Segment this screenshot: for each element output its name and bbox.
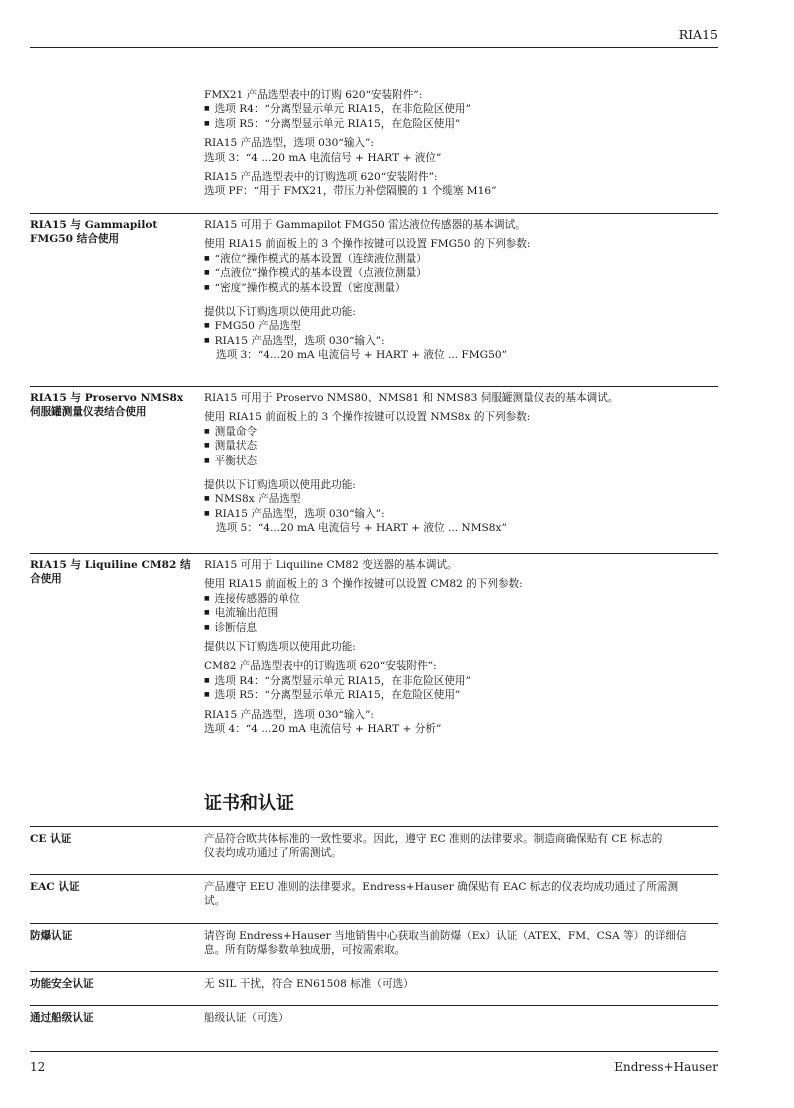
text-line: 息。所有防爆参数单独成册，可按需索取。 bbox=[204, 944, 406, 957]
content-block bbox=[204, 410, 720, 468]
intro-block-ria15-input bbox=[204, 136, 720, 165]
text-line: 选项 4：“4 ...20 mA 电流信号 + HART + 分析” bbox=[204, 723, 442, 736]
brand-name: Endress+Hauser bbox=[614, 1060, 718, 1074]
text-line: 提供以下订购选项以使用此功能: bbox=[204, 641, 356, 654]
content-block bbox=[204, 237, 720, 295]
content-block bbox=[204, 218, 720, 232]
bullet-item: ■ “点液位”操作模式的基本设置（点液位测量） bbox=[204, 266, 720, 280]
cert-content-eac bbox=[204, 880, 720, 909]
cert-content-marine bbox=[204, 1011, 720, 1025]
row-label-fmg50: RIA15 与 Gammapilot FMG50 结合使用 bbox=[30, 219, 158, 246]
row-label-cm82: RIA15 与 Liquiline CM82 结合使用 bbox=[30, 559, 191, 586]
intro-block-ria15-accessory bbox=[204, 170, 720, 199]
text-line: RIA15 产品选型，选项 030“输入”: bbox=[204, 708, 374, 721]
bullet-item: ■ 电流输出范围 bbox=[204, 606, 720, 620]
intro-block-fmx21 bbox=[204, 88, 720, 131]
text-line: RIA15 可用于 Gammapilot FMG50 雷达液位传感器的基本调试。 bbox=[204, 219, 526, 231]
cert-content-ce bbox=[204, 832, 720, 861]
text-line: 请咨询 Endress+Hauser 当地销售中心获取当前防爆（Ex）认证（ATEX、FM、CSA 等）的详细信 bbox=[204, 930, 687, 942]
cert-label-eac: EAC 认证 bbox=[30, 881, 80, 893]
bullet-item: ■ 平衡状态 bbox=[204, 454, 720, 468]
page-header bbox=[30, 24, 718, 48]
cert-label-ex: 防爆认证 bbox=[30, 930, 73, 942]
row-divider bbox=[30, 1005, 718, 1006]
bullet-item: ■ 测量状态 bbox=[204, 439, 720, 453]
bullet-item: ■ 选项 R4：“分离型显示单元 RIA15，在非危险区使用” bbox=[204, 102, 720, 116]
section-title-certificates: 证书和认证 bbox=[204, 793, 294, 814]
bullet-item: ■ NMS8x 产品选型 bbox=[204, 492, 720, 506]
cert-label-marine: 通过船级认证 bbox=[30, 1012, 94, 1024]
bullet-item: ■ RIA15 产品选型，选项 030“输入”: bbox=[204, 334, 720, 348]
row-divider bbox=[30, 923, 718, 924]
content-block bbox=[204, 305, 720, 363]
bullet-item: ■ “液位”操作模式的基本设置（连续液位测量） bbox=[204, 252, 720, 266]
row-label-nms8x: RIA15 与 Proservo NMS8x 伺服罐测量仪表结合使用 bbox=[30, 392, 184, 419]
section-divider bbox=[30, 386, 718, 387]
cert-content-ex bbox=[204, 929, 720, 958]
text-line: 船级认证（可选） bbox=[204, 1012, 289, 1024]
text-line: RIA15 产品选型，选项 030“输入”: bbox=[204, 137, 374, 150]
row-content-fmg50 bbox=[204, 218, 720, 368]
text-line: 提供以下订购选项以使用此功能: bbox=[204, 306, 356, 319]
row-content-cm82 bbox=[204, 558, 720, 741]
footer-divider bbox=[30, 1051, 718, 1052]
text-line: CM82 产品选型表中的订购选项 620“安装附件”: bbox=[204, 660, 437, 673]
section-divider bbox=[30, 213, 718, 214]
row-content-nms8x bbox=[204, 391, 720, 541]
text-line: 选项 3：“4 ...20 mA 电流信号 + HART + 液位” bbox=[204, 151, 442, 164]
sub-item: 选项 3：“4...20 mA 电流信号 + HART + 液位 ... FMG50” bbox=[216, 349, 507, 362]
content-block bbox=[204, 558, 720, 572]
content-block bbox=[204, 640, 720, 654]
content-block bbox=[204, 577, 720, 635]
text-line: 使用 RIA15 前面板上的 3 个操作按键可以设置 CM82 的下列参数: bbox=[204, 578, 523, 591]
bullet-item: ■ “密度”操作模式的基本设置（密度测量） bbox=[204, 281, 720, 295]
content-block bbox=[204, 659, 720, 702]
bullet-item: ■ FMG50 产品选型 bbox=[204, 319, 720, 333]
bullet-item: ■ 诊断信息 bbox=[204, 621, 720, 635]
cert-label-ce: CE 认证 bbox=[30, 833, 72, 845]
text-line: 仪表均成功通过了所需测试。 bbox=[204, 847, 342, 860]
sub-item: 选项 5：“4...20 mA 电流信号 + HART + 液位 ... NMS8x” bbox=[216, 522, 507, 535]
page-number: 12 bbox=[30, 1060, 46, 1074]
text-line: FMX21 产品选型表中的订购 620“安装附件”: bbox=[204, 89, 423, 101]
text-line: 使用 RIA15 前面板上的 3 个操作按键可以设置 FMG50 的下列参数: bbox=[204, 238, 531, 251]
text-line: 试。 bbox=[204, 895, 226, 908]
row-divider bbox=[30, 826, 718, 827]
text-line: 使用 RIA15 前面板上的 3 个操作按键可以设置 NMS8x 的下列参数: bbox=[204, 411, 531, 424]
cert-content-sil bbox=[204, 977, 720, 991]
bullet-item: ■ 选项 R5：“分离型显示单元 RIA15，在危险区使用” bbox=[204, 688, 720, 702]
text-line: 选项 PF：“用于 FMX21，带压力补偿隔膜的 1 个缆塞 M16” bbox=[204, 185, 497, 198]
content-block bbox=[204, 391, 720, 405]
text-line: 提供以下订购选项以使用此功能: bbox=[204, 479, 356, 492]
intro-text bbox=[204, 88, 720, 204]
row-divider bbox=[30, 971, 718, 972]
bullet-item: ■ RIA15 产品选型，选项 030“输入”: bbox=[204, 507, 720, 521]
section-divider bbox=[30, 553, 718, 554]
text-line: RIA15 可用于 Proservo NMS80、NMS81 和 NMS83 伺服罐测量仪表的基本调试。 bbox=[204, 392, 619, 404]
cert-label-sil: 功能安全认证 bbox=[30, 978, 94, 990]
text-line: 无 SIL 干扰，符合 EN61508 标准（可选） bbox=[204, 978, 414, 990]
bullet-item: ■ 测量命令 bbox=[204, 425, 720, 439]
text-line: RIA15 可用于 Liquiline CM82 变送器的基本调试。 bbox=[204, 559, 458, 571]
bullet-item: ■ 选项 R4：“分离型显示单元 RIA15，在非危险区使用” bbox=[204, 674, 720, 688]
bullet-item: ■ 连接传感器的单位 bbox=[204, 592, 720, 606]
content-block bbox=[204, 478, 720, 536]
text-line: RIA15 产品选型表中的订购选项 620“安装附件”: bbox=[204, 171, 438, 184]
bullet-item: ■ 选项 R5：“分离型显示单元 RIA15，在危险区使用” bbox=[204, 117, 720, 131]
content-block bbox=[204, 708, 720, 737]
header-title: RIA15 bbox=[678, 27, 718, 42]
text-line: 产品符合欧共体标准的一致性要求。因此，遵守 EC 准则的法律要求。制造商确保贴有 CE 标志的 bbox=[204, 833, 663, 845]
row-divider bbox=[30, 874, 718, 875]
text-line: 产品遵守 EEU 准则的法律要求。Endress+Hauser 确保贴有 EAC 标志的仪表均成功通过了所需测 bbox=[204, 881, 679, 893]
